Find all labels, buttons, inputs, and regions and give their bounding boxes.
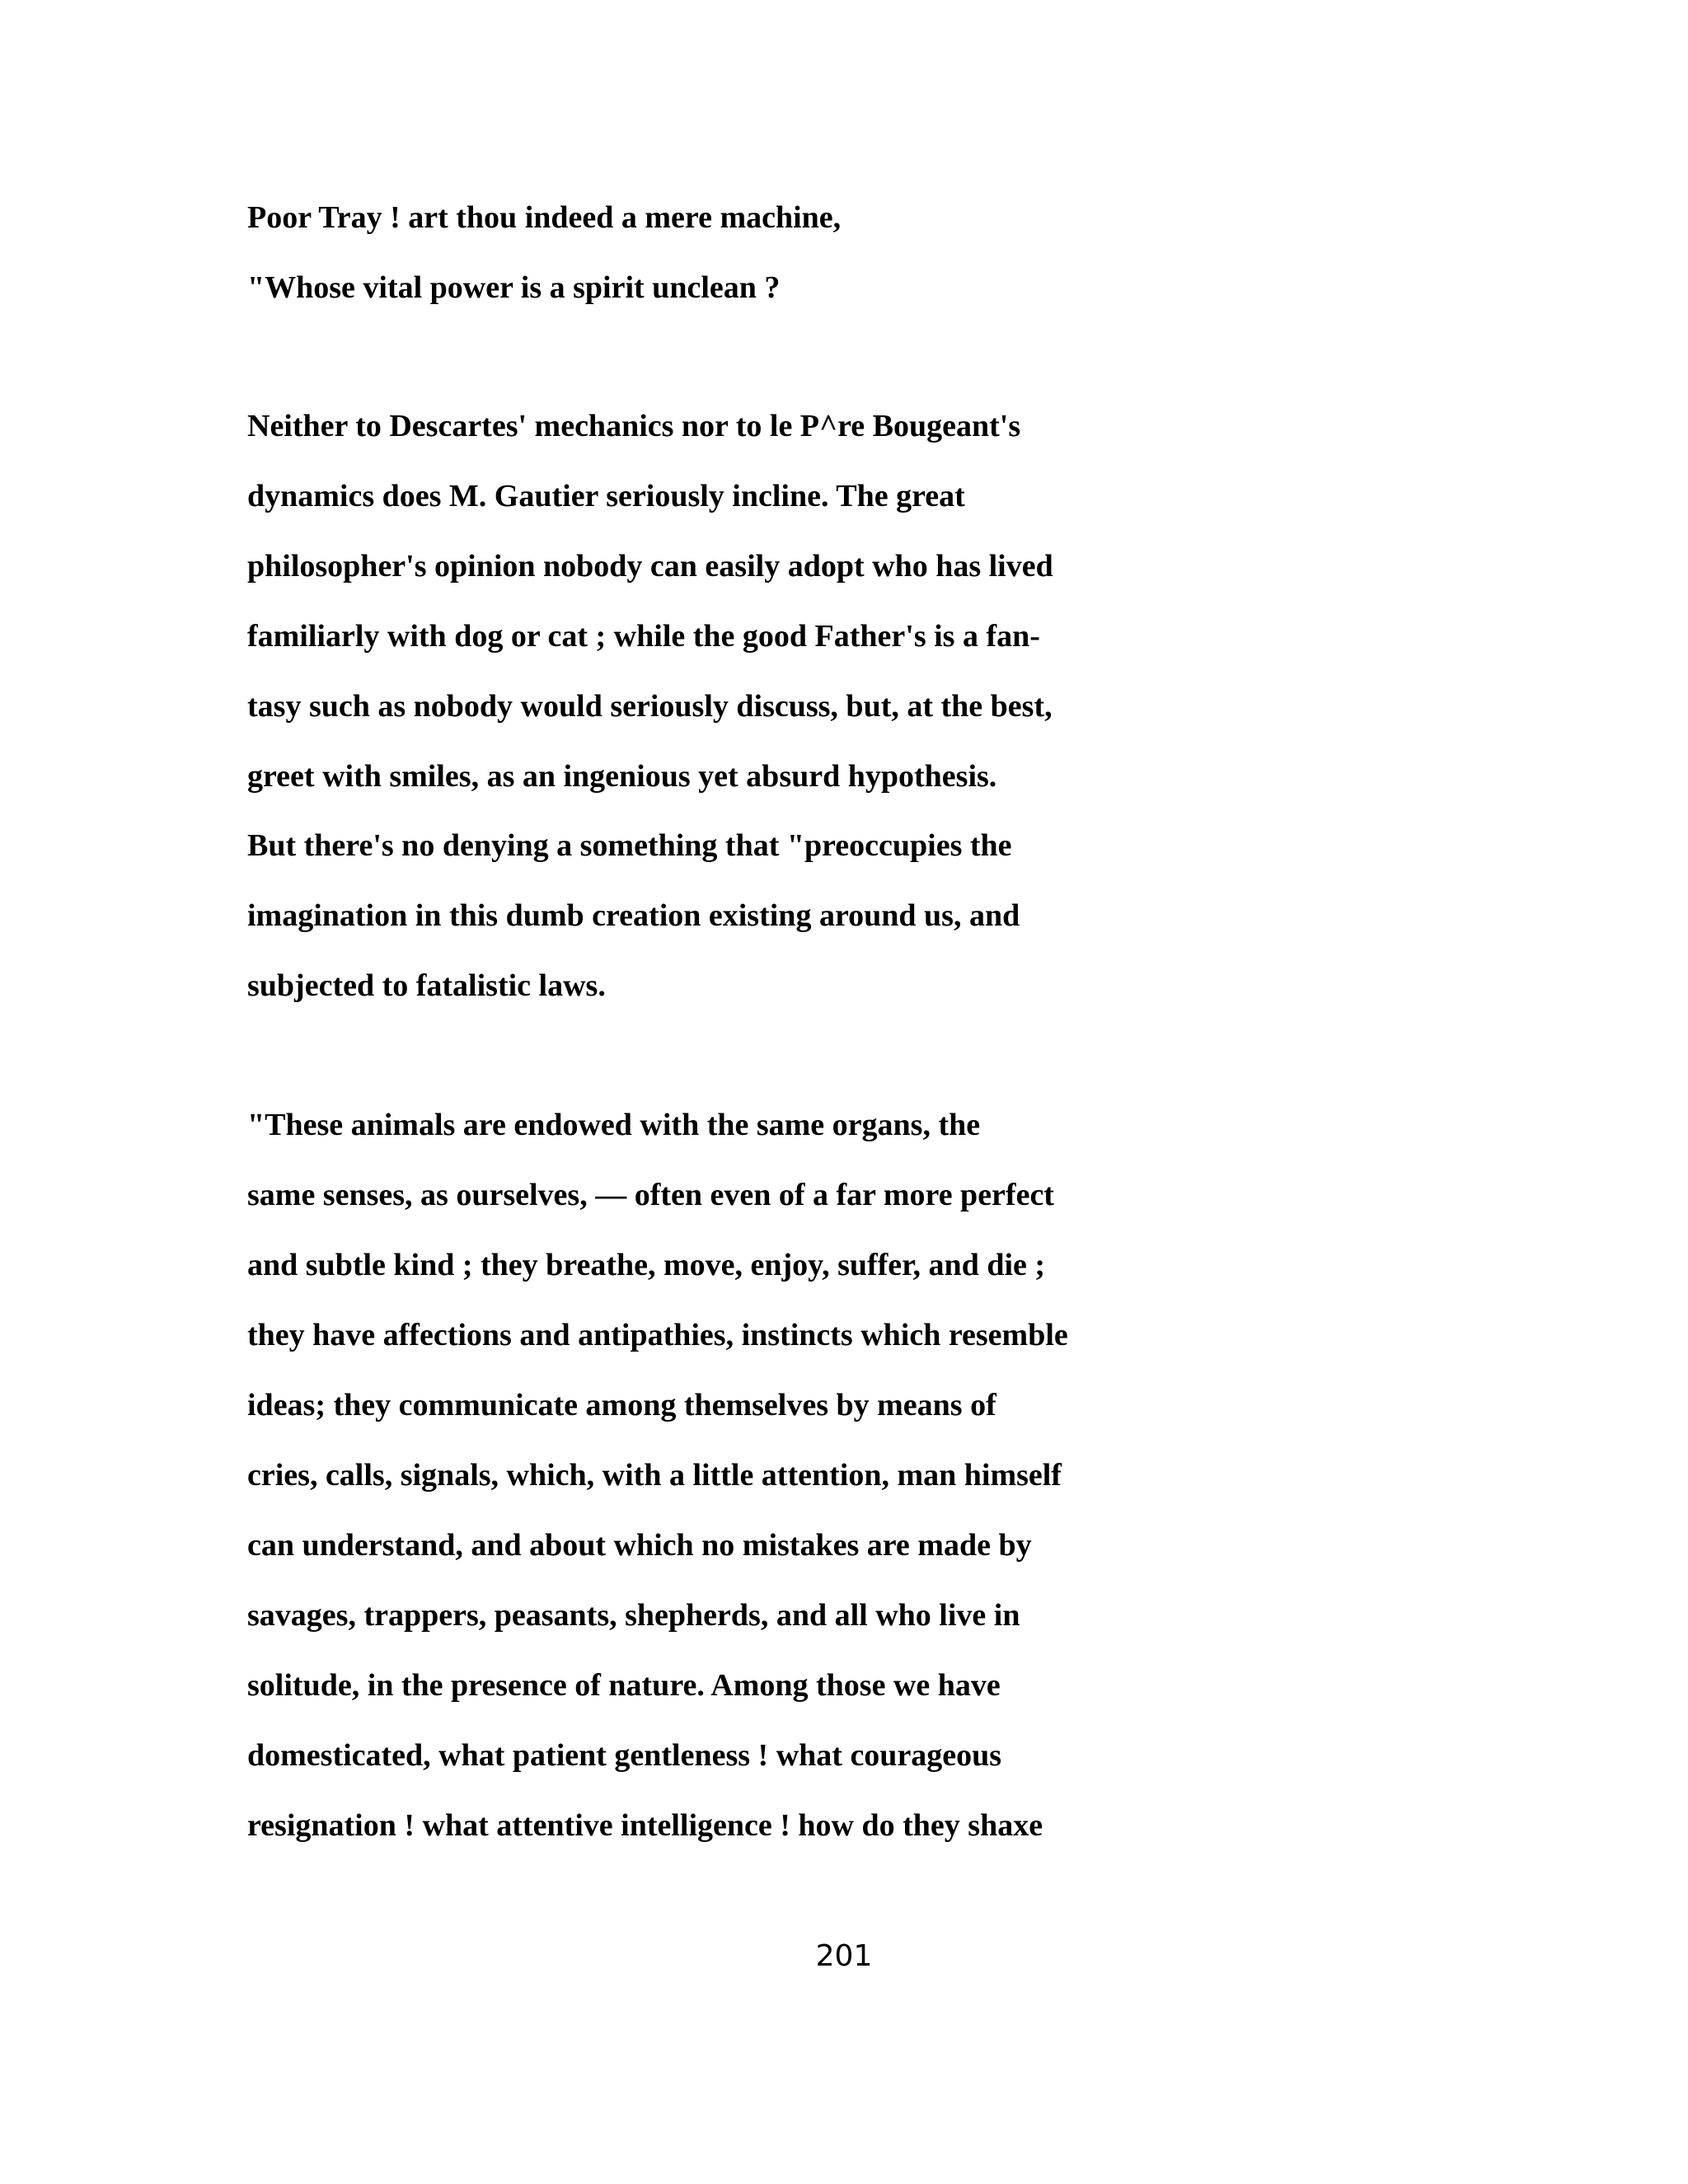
text-line: solitude, in the presence of nature. Among those we have bbox=[247, 1668, 1001, 1703]
text-line: savages, trappers, peasants, shepherds, and all who live in bbox=[247, 1598, 1020, 1633]
text-line: familiarly with dog or cat ; while the good Father's is a fan- bbox=[247, 619, 1040, 654]
text-line: philosopher's opinion nobody can easily adopt who has lived bbox=[247, 549, 1053, 583]
text-line: cries, calls, signals, which, with a little attention, man himself bbox=[247, 1458, 1062, 1493]
text-line: "Whose vital power is a spirit unclean ? bbox=[247, 270, 781, 305]
text-line: can understand, and about which no mistakes are made by bbox=[247, 1528, 1032, 1563]
text-line: ideas; they communicate among themselves by means of bbox=[247, 1388, 996, 1422]
text-line: "These animals are endowed with the same organs, the bbox=[247, 1108, 981, 1142]
text-line: same senses, as ourselves, — often even of a far more perfect bbox=[247, 1178, 1054, 1212]
text-line: domesticated, what patient gentleness ! what courageous bbox=[247, 1738, 1002, 1773]
text-line: But there's no denying a something that "preoccupies the bbox=[247, 828, 1012, 863]
page-number: 201 bbox=[815, 1939, 873, 1973]
text-line: imagination in this dumb creation existing around us, and bbox=[247, 898, 1020, 933]
text-line: greet with smiles, as an ingenious yet absurd hypothesis. bbox=[247, 759, 997, 794]
text-line: resignation ! what attentive intelligence ! how do they shaxe bbox=[247, 1808, 1043, 1843]
text-line: Neither to Descartes' mechanics nor to le P^re Bougeant's bbox=[247, 409, 1021, 443]
text-line: Poor Tray ! art thou indeed a mere machine, bbox=[247, 200, 842, 235]
text-line: dynamics does M. Gautier seriously incline. The great bbox=[247, 479, 965, 513]
text-line: tasy such as nobody would seriously discuss, but, at the best, bbox=[247, 689, 1053, 724]
text-line: subjected to fatalistic laws. bbox=[247, 968, 606, 1003]
text-line: and subtle kind ; they breathe, move, enjoy, suffer, and die ; bbox=[247, 1248, 1046, 1282]
text-line: they have affections and antipathies, instincts which resemble bbox=[247, 1318, 1068, 1352]
